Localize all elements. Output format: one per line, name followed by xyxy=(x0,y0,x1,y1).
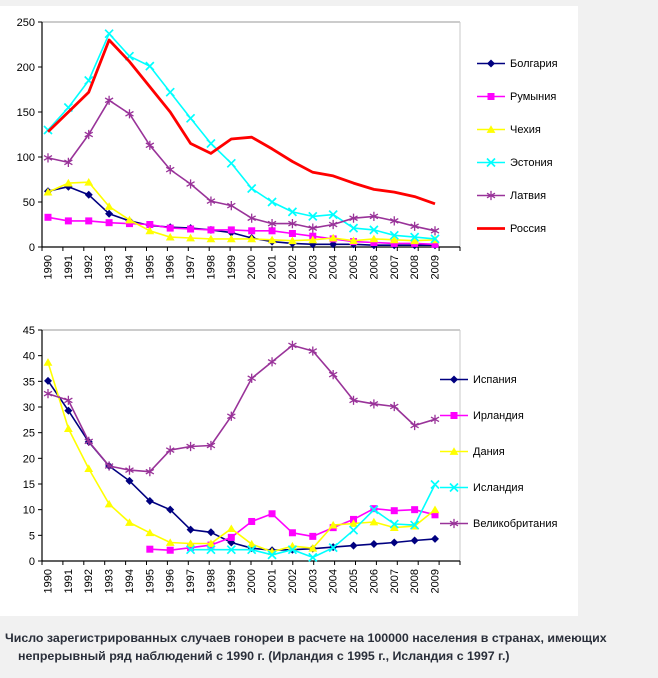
legend-label: Латвия xyxy=(510,189,547,202)
x-tick-label: 2007 xyxy=(388,569,401,594)
triangle-marker xyxy=(44,358,53,366)
legend-square-icon xyxy=(477,91,505,102)
square-marker xyxy=(45,214,52,221)
series-line xyxy=(48,40,435,204)
legend-item-Болгария xyxy=(477,57,558,70)
x-tick-label: 2009 xyxy=(429,569,442,594)
legend-line-icon xyxy=(477,223,505,234)
legend-x-icon xyxy=(477,157,505,168)
x-tick-label: 2005 xyxy=(348,255,360,280)
x-tick-label: 1996 xyxy=(164,569,177,594)
diamond-marker xyxy=(411,536,419,544)
x-tick-label: 1990 xyxy=(42,255,55,280)
y-tick-label: 45 xyxy=(22,325,35,337)
x-tick-label: 2000 xyxy=(246,255,259,280)
y-tick-label: 0 xyxy=(28,556,35,568)
x-tick-label: 1995 xyxy=(144,255,157,280)
triangle-marker xyxy=(227,524,236,532)
legend-item-Испания xyxy=(440,373,557,386)
x-tick-label: 1999 xyxy=(225,569,238,594)
x-tick-label: 1994 xyxy=(124,569,136,594)
legend-diamond-icon xyxy=(477,58,505,69)
diamond-marker xyxy=(450,376,458,384)
square-marker xyxy=(146,546,153,553)
x-marker xyxy=(187,114,195,122)
square-marker xyxy=(106,219,113,226)
x-tick-label: 2000 xyxy=(246,569,259,594)
y-tick-label: 200 xyxy=(16,62,35,74)
x-tick-label: 1991 xyxy=(62,255,75,280)
x-tick-label: 1999 xyxy=(225,255,238,280)
legend-label: Великобритания xyxy=(473,517,558,530)
x-tick-label: 1994 xyxy=(124,255,136,280)
x-tick-label: 1998 xyxy=(205,569,218,594)
y-tick-label: 250 xyxy=(16,17,35,29)
square-marker xyxy=(65,217,72,224)
x-axis-ticks xyxy=(42,561,460,593)
x-tick-label: 1992 xyxy=(83,569,96,594)
x-marker xyxy=(227,159,235,167)
square-marker xyxy=(248,227,255,234)
y-tick-label: 40 xyxy=(22,350,35,363)
y-tick-label: 30 xyxy=(22,402,35,414)
x-marker xyxy=(268,198,276,206)
y-tick-label: 150 xyxy=(16,107,35,119)
x-marker xyxy=(166,88,174,96)
x-tick-label: 1997 xyxy=(185,569,198,594)
triangle-marker xyxy=(64,424,73,432)
triangle-marker xyxy=(431,505,440,513)
series-Великобритания xyxy=(44,341,439,476)
legend-label: Дания xyxy=(473,445,505,458)
diamond-marker xyxy=(350,542,358,550)
square-marker xyxy=(289,529,296,536)
legend-item-Великобритания xyxy=(440,517,557,530)
square-marker xyxy=(411,506,418,513)
square-marker xyxy=(451,412,458,419)
triangle-marker xyxy=(84,464,93,472)
x-tick-label: 1993 xyxy=(103,255,116,280)
diamond-marker xyxy=(487,60,495,68)
x-tick-label: 2009 xyxy=(429,255,442,280)
legend-triangle-icon xyxy=(440,446,468,457)
legend-item-Ирландия xyxy=(440,409,557,422)
legend-label: Испания xyxy=(473,373,517,386)
x-tick-label: 2003 xyxy=(307,569,320,594)
x-tick-label: 1995 xyxy=(144,569,157,594)
legend-x-icon xyxy=(440,482,468,493)
asterisk-marker xyxy=(64,396,72,405)
series-Латвия xyxy=(44,96,439,236)
legend-item-Дания xyxy=(440,445,557,458)
square-marker xyxy=(228,226,235,233)
series-line xyxy=(48,187,435,246)
x-tick-label: 2002 xyxy=(286,569,299,594)
square-marker xyxy=(85,217,92,224)
square-marker xyxy=(289,230,296,237)
square-marker xyxy=(228,534,235,541)
asterisk-marker xyxy=(44,389,52,398)
square-marker xyxy=(488,93,495,100)
y-tick-label: 20 xyxy=(22,453,35,466)
y-tick-label: 10 xyxy=(22,504,35,517)
legend-triangle-icon xyxy=(477,124,505,135)
top-chart-legend xyxy=(477,57,558,255)
x-tick-label: 2002 xyxy=(286,255,299,280)
diamond-marker xyxy=(431,535,439,543)
square-marker xyxy=(248,518,255,525)
legend-diamond-icon xyxy=(440,374,468,385)
legend-item-Эстония xyxy=(477,156,558,169)
y-tick-label: 0 xyxy=(28,242,35,254)
legend-asterisk-icon xyxy=(477,190,505,201)
x-tick-label: 1991 xyxy=(62,569,75,594)
legend-label: Ирландия xyxy=(473,409,524,422)
x-marker xyxy=(248,185,256,193)
series-Испания xyxy=(44,377,439,554)
square-marker xyxy=(167,547,174,554)
x-tick-label: 2004 xyxy=(327,255,340,280)
legend-square-icon xyxy=(440,410,468,421)
x-tick-label: 1998 xyxy=(205,255,218,280)
x-tick-label: 1992 xyxy=(83,255,96,280)
x-tick-label: 2001 xyxy=(266,569,279,594)
x-tick-label: 2004 xyxy=(327,569,340,594)
x-tick-label: 1997 xyxy=(185,255,198,280)
x-marker xyxy=(105,30,113,38)
square-marker xyxy=(207,226,214,233)
legend-item-Россия xyxy=(477,222,558,235)
square-marker xyxy=(269,227,276,234)
x-tick-label: 1996 xyxy=(164,255,177,280)
legend-item-Румыния xyxy=(477,90,558,103)
series-Дания xyxy=(44,358,440,555)
series-line xyxy=(48,345,435,471)
diamond-marker xyxy=(370,540,378,548)
series-Россия xyxy=(48,40,435,204)
series-Эстония xyxy=(44,30,439,243)
legend-label: Россия xyxy=(510,222,547,235)
legend-item-Исландия xyxy=(440,481,557,494)
triangle-marker xyxy=(105,500,114,508)
x-tick-label: 2005 xyxy=(348,569,360,594)
y-axis-ticks xyxy=(23,325,42,568)
y-tick-label: 100 xyxy=(16,152,35,164)
square-marker xyxy=(391,507,398,514)
x-axis-ticks xyxy=(42,247,460,279)
y-tick-label: 5 xyxy=(28,530,35,543)
x-tick-label: 2006 xyxy=(368,569,381,594)
square-marker xyxy=(187,226,194,233)
legend-label: Исландия xyxy=(473,481,524,494)
y-tick-label: 25 xyxy=(22,427,35,440)
x-marker xyxy=(431,481,439,489)
x-tick-label: 1990 xyxy=(42,569,55,594)
legend-label: Чехия xyxy=(510,123,541,136)
square-marker xyxy=(309,533,316,540)
y-tick-label: 15 xyxy=(22,479,35,491)
x-tick-label: 2001 xyxy=(266,255,279,280)
legend-item-Чехия xyxy=(477,123,558,136)
triangle-marker xyxy=(145,529,154,537)
y-axis-ticks xyxy=(17,17,42,254)
legend-label: Эстония xyxy=(510,156,553,169)
diamond-marker xyxy=(207,528,215,536)
legend-label: Болгария xyxy=(510,57,558,70)
x-tick-label: 1993 xyxy=(103,569,116,594)
square-marker xyxy=(167,225,174,232)
x-tick-label: 2008 xyxy=(409,255,422,280)
x-tick-label: 2007 xyxy=(388,255,401,280)
chart-caption: Число зарегистрированных случаев гонореи в расчете на 100000 населения в странах, имеющих непрерывный ряд наблюдений с 1990 г. (Ирландия с 1995 г., Исландия с 1997 г.) xyxy=(5,631,607,663)
x-marker xyxy=(207,140,215,148)
legend-label: Румыния xyxy=(510,90,557,103)
y-tick-label: 35 xyxy=(22,376,35,389)
square-marker xyxy=(269,510,276,517)
legend-item-Латвия xyxy=(477,189,558,202)
x-tick-label: 2006 xyxy=(368,255,381,280)
bottom-chart-legend xyxy=(440,373,557,553)
charts-panel xyxy=(0,6,578,616)
x-marker xyxy=(146,62,154,70)
x-tick-label: 2008 xyxy=(409,569,422,594)
bottom-chart xyxy=(0,312,480,614)
y-tick-label: 50 xyxy=(22,197,35,209)
top-chart xyxy=(0,6,480,308)
x-marker xyxy=(350,526,358,534)
x-marker xyxy=(309,553,317,561)
legend-asterisk-icon xyxy=(440,518,468,529)
x-tick-label: 2003 xyxy=(307,255,320,280)
diamond-marker xyxy=(390,539,398,547)
